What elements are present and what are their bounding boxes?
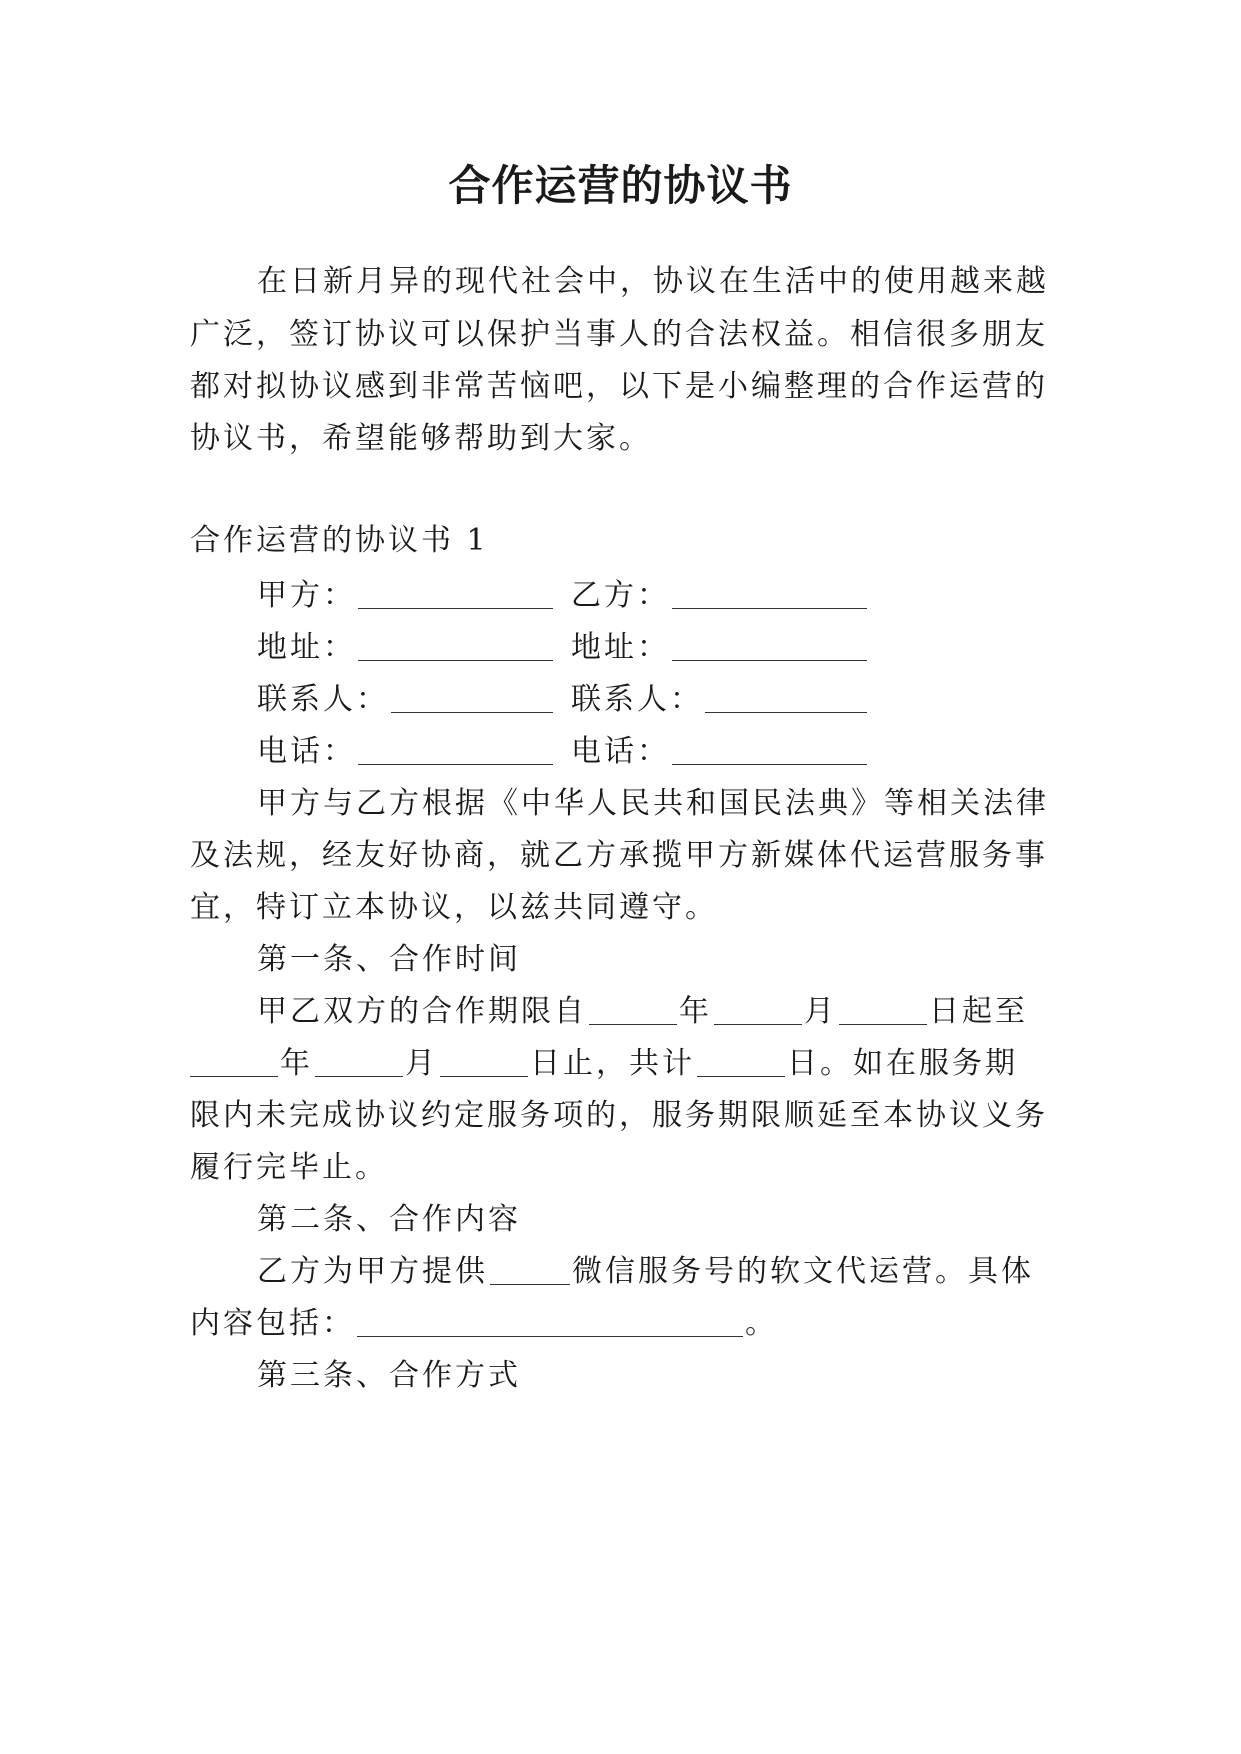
article-2-line-2 bbox=[190, 1302, 1050, 1346]
article-2-service-text: 微信服务号的软文代运营。具体 bbox=[572, 1254, 1034, 1289]
article-1-line-4: 履行完毕止。 bbox=[190, 1150, 388, 1185]
article-1-line-1 bbox=[257, 990, 1117, 1034]
phone-a-label: 电话： bbox=[257, 734, 356, 769]
month-unit-2: 月 bbox=[405, 1046, 438, 1081]
day-to-text: 日止，共计 bbox=[530, 1046, 695, 1081]
day-from-unit: 日起至 bbox=[929, 994, 1028, 1029]
year-unit: 年 bbox=[679, 994, 712, 1029]
party-b-blank[interactable] bbox=[672, 580, 867, 609]
phone-b-blank[interactable] bbox=[672, 736, 867, 765]
contact-a-label: 联系人： bbox=[257, 682, 389, 717]
party-b-label: 乙方： bbox=[571, 578, 670, 613]
total-days-blank[interactable] bbox=[697, 1048, 785, 1077]
contact-b-row bbox=[571, 678, 869, 722]
party-a-row bbox=[257, 574, 555, 618]
document-title: 合作运营的协议书 bbox=[448, 161, 793, 210]
start-year-blank[interactable] bbox=[589, 996, 677, 1025]
preamble-line-2: 及法规，经友好协商，就乙方承揽甲方新媒体代运营服务事 bbox=[190, 838, 1048, 873]
article-2-heading: 第二条、合作内容 bbox=[257, 1202, 521, 1237]
content-period: 。 bbox=[745, 1306, 778, 1341]
intro-line-1: 在日新月异的现代社会中，协议在生活中的使用越来越 bbox=[257, 264, 1049, 299]
intro-line-4: 协议书，希望能够帮助到大家。 bbox=[190, 421, 652, 456]
year-unit-2: 年 bbox=[280, 1046, 313, 1081]
address-b-blank[interactable] bbox=[672, 632, 867, 661]
section-title: 合作运营的协议书 1 bbox=[190, 523, 489, 558]
phone-b-label: 电话： bbox=[571, 734, 670, 769]
article-2-provide-text: 乙方为甲方提供 bbox=[257, 1254, 488, 1289]
address-b-row bbox=[571, 626, 869, 670]
end-day-blank[interactable] bbox=[440, 1048, 528, 1077]
intro-line-2: 广泛，签订协议可以保护当事人的合法权益。相信很多朋友 bbox=[190, 317, 1048, 352]
end-year-blank[interactable] bbox=[190, 1048, 278, 1077]
preamble-line-1: 甲方与乙方根据《中华人民共和国民法典》等相关法律 bbox=[257, 786, 1049, 821]
month-unit: 月 bbox=[804, 994, 837, 1029]
start-month-blank[interactable] bbox=[714, 996, 802, 1025]
contact-b-label: 联系人： bbox=[571, 682, 703, 717]
days-tail-text: 日。如在服务期 bbox=[787, 1046, 1018, 1081]
contact-b-blank[interactable] bbox=[705, 684, 867, 713]
article-3-heading: 第三条、合作方式 bbox=[257, 1358, 521, 1393]
contact-a-blank[interactable] bbox=[391, 684, 553, 713]
address-a-blank[interactable] bbox=[358, 632, 553, 661]
start-day-blank[interactable] bbox=[839, 996, 927, 1025]
preamble-line-3: 宜，特订立本协议，以兹共同遵守。 bbox=[190, 890, 718, 925]
content-includes-blank[interactable] bbox=[357, 1308, 743, 1337]
article-1-line-3: 限内未完成协议约定服务项的，服务期限顺延至本协议义务 bbox=[190, 1098, 1048, 1133]
contact-a-row bbox=[257, 678, 555, 722]
party-b-row bbox=[571, 574, 869, 618]
party-a-label: 甲方： bbox=[257, 578, 356, 613]
address-a-row bbox=[257, 626, 555, 670]
service-account-blank[interactable] bbox=[490, 1256, 570, 1285]
party-a-blank[interactable] bbox=[358, 580, 553, 609]
end-month-blank[interactable] bbox=[315, 1048, 403, 1077]
phone-a-blank[interactable] bbox=[358, 736, 553, 765]
article-1-line-2 bbox=[190, 1042, 1050, 1086]
article-1-period-from-text: 甲乙双方的合作期限自 bbox=[257, 994, 587, 1029]
address-a-label: 地址： bbox=[257, 630, 356, 665]
article-2-line-1 bbox=[257, 1250, 1117, 1294]
phone-b-row bbox=[571, 730, 869, 774]
phone-a-row bbox=[257, 730, 555, 774]
content-includes-label: 内容包括： bbox=[190, 1306, 355, 1341]
article-1-heading: 第一条、合作时间 bbox=[257, 942, 521, 977]
address-b-label: 地址： bbox=[571, 630, 670, 665]
intro-line-3: 都对拟协议感到非常苦恼吧，以下是小编整理的合作运营的 bbox=[190, 369, 1048, 404]
